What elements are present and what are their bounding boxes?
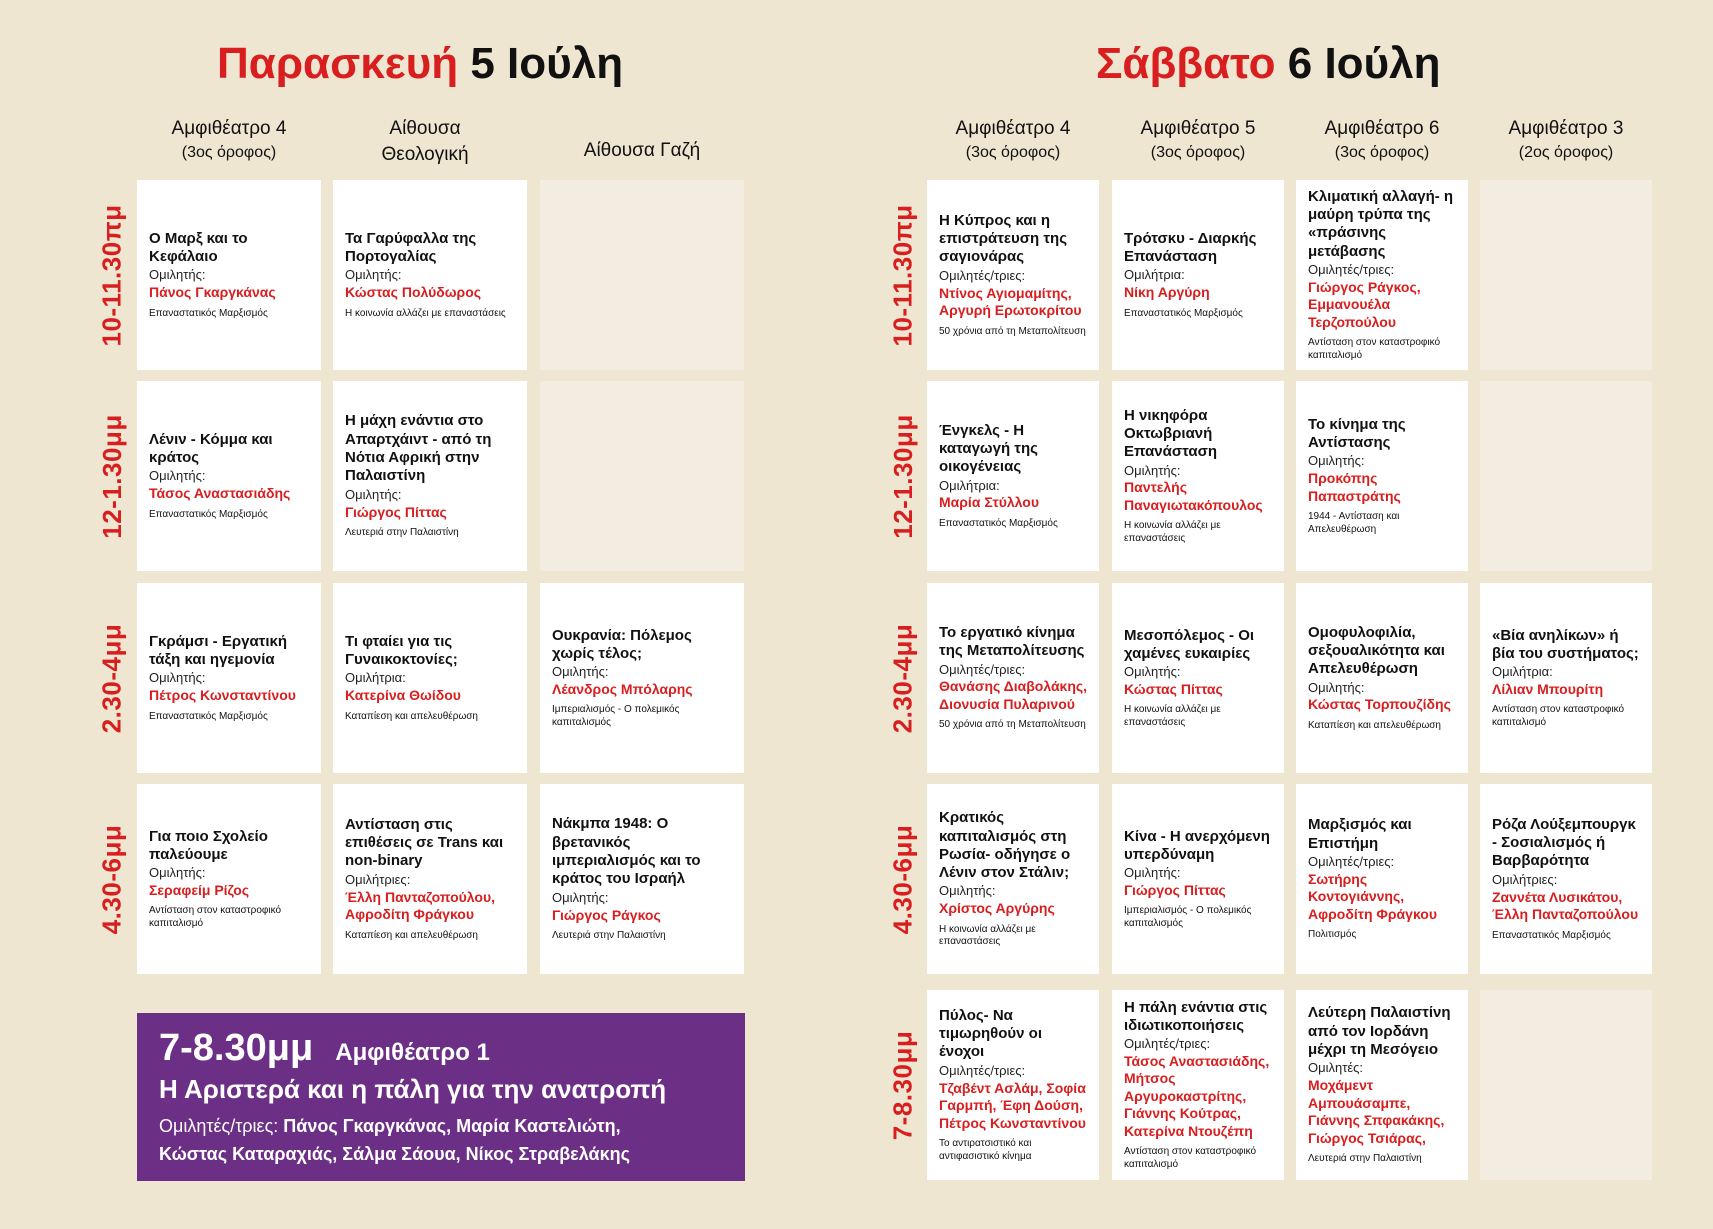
- session-title: Τι φταίει για τις Γυναικοκτονίες;: [345, 632, 458, 669]
- session-theme: Καταπίεση και απελευθέρωση: [345, 710, 478, 722]
- friday-day: Παρασκευή: [217, 39, 459, 88]
- speaker-names: Τάσος Αναστασιάδης, Μήτσος Αργυροκαστρίτης, Γιάννης Κούτρας, Κατερίνα Ντουζέπη: [1124, 1052, 1270, 1139]
- speaker-label: Ομιλητές/τριες:: [939, 1062, 1026, 1078]
- friday-slot-label: 12-1.30μμ: [96, 413, 127, 539]
- session-title: Ο Μαρξ και το Κεφάλαιο: [149, 229, 248, 266]
- session-theme: Επαναστατικός Μαρξισμός: [149, 710, 268, 722]
- session-title: Νάκμπα 1948: Ο βρετανικός ιμπεριαλισμός και το κράτος του Ισραήλ: [552, 815, 701, 888]
- session-card: [333, 784, 527, 974]
- session-title: Η Κύπρος και η επιστράτευση της σαγιονάρας: [939, 211, 1068, 266]
- session-title: Τα Γαρύφαλλα της Πορτογαλίας: [345, 229, 477, 266]
- speaker-label: Ομιλήτρια:: [1124, 267, 1185, 283]
- session-title: Πύλος- Να τιμωρηθούν οι ένοχοι: [939, 1006, 1042, 1061]
- speaker-names: Γιώργος Ράγκος: [552, 906, 661, 923]
- session-card: [333, 583, 527, 773]
- session-card: [927, 381, 1099, 571]
- session-theme: Αντίσταση στον καταστροφικό καπιταλισμό: [149, 905, 282, 929]
- speaker-label: Ομιλητής:: [1308, 453, 1365, 469]
- friday-title: [217, 39, 624, 88]
- speaker-label: Ομιλήτριες:: [1492, 871, 1558, 887]
- speaker-label: Ομιλήτρια:: [939, 477, 1000, 493]
- session-title: Αντίσταση στις επιθέσεις σε Trans και non-binary: [345, 815, 504, 870]
- session-card: [1480, 583, 1652, 773]
- session-card: [333, 180, 527, 370]
- speaker-names: Λίλιαν Μπουρίτη: [1492, 680, 1604, 697]
- speaker-names: Χρίστος Αργύρης: [939, 900, 1055, 917]
- speaker-label: Ομιλητής:: [939, 883, 996, 899]
- session-card: [1296, 381, 1468, 571]
- saturday-title: [1096, 39, 1441, 88]
- empty-slot: [1480, 381, 1652, 571]
- session-title: Η μάχη ενάντια στο Απαρτχάιντ - από τη Νότια Αφρική στην Παλαιστίνη: [345, 412, 492, 485]
- session-theme: Ιμπεριαλισμός - Ο πολεμικός καπιταλισμός: [552, 704, 680, 728]
- speaker-names: Ζαννέτα Λυσικάτου, Έλλη Πανταζοπούλου: [1492, 888, 1639, 923]
- session-theme: Λευτεριά στην Παλαιστίνη: [1308, 1153, 1422, 1165]
- session-theme: Η κοινωνία αλλάζει με επαναστάσεις: [1124, 520, 1221, 544]
- speaker-names: Γιώργος Πίττας: [345, 503, 447, 520]
- session-title: Τρότσκυ - Διαρκής Επανάσταση: [1124, 229, 1257, 266]
- plenary-title: Η Αριστερά και η πάλη για την ανατροπή: [159, 1074, 667, 1104]
- hall-name: Αμφιθέατρο 5: [1140, 118, 1256, 139]
- saturday-hall-header: [927, 116, 1099, 163]
- hall-floor: (3ος όροφος): [1150, 143, 1246, 161]
- speaker-label: Ομιλήτριες:: [345, 871, 411, 887]
- speaker-label: Ομιλητής:: [149, 267, 206, 283]
- hall-floor: (3ος όροφος): [965, 143, 1061, 161]
- speaker-names: Σωτήρης Κοντογιάννης, Αφροδίτη Φράγκου: [1308, 870, 1437, 922]
- saturday-date: 6 Ιούλη: [1287, 39, 1441, 88]
- empty-slot: [1480, 990, 1652, 1180]
- hall-floor: (2ος όροφος): [1518, 143, 1614, 161]
- saturday-hall-header: [1480, 116, 1652, 163]
- session-theme: Το αντιρατσιστικό και αντιφασιστικό κίνημα: [939, 1138, 1032, 1162]
- speaker-names: Προκόπης Παπαστράτης: [1308, 470, 1401, 504]
- session-theme: Λευτεριά στην Παλαιστίνη: [345, 527, 459, 539]
- friday-date: 5 Ιούλη: [470, 39, 624, 88]
- session-card: [137, 381, 321, 571]
- hall-floor: (3ος όροφος): [1334, 143, 1430, 161]
- session-card: [927, 180, 1099, 370]
- session-theme: 50 χρόνια από τη Μεταπολίτευση: [939, 719, 1086, 731]
- speaker-label: Ομιλητές/τριες:: [1308, 853, 1395, 869]
- session-title: Μεσοπόλεμος - Οι χαμένες ευκαιρίες: [1124, 626, 1255, 662]
- speaker-names: Τζαβέντ Ασλάμ, Σοφία Γαρμπή, Έφη Δούση, Πέτρος Κωνσταντίνου: [939, 1079, 1086, 1131]
- session-title: Η πάλη ενάντια στις ιδιωτικοποιήσεις: [1124, 998, 1268, 1034]
- session-card: [1296, 180, 1468, 370]
- speaker-label: Ομιλητής:: [1124, 865, 1181, 881]
- friday-hall-header: [137, 116, 321, 163]
- session-title: Ουκρανία: Πόλεμος χωρίς τέλος;: [552, 626, 692, 662]
- session-theme: Επαναστατικός Μαρξισμός: [149, 508, 268, 520]
- session-theme: Ιμπεριαλισμός - Ο πολεμικός καπιταλισμός: [1124, 905, 1252, 929]
- speaker-names: Λέανδρος Μπόλαρης: [552, 680, 693, 697]
- plenary-speaker-names-2: Κώστας Καταραχιάς, Σάλμα Σάουα, Νίκος Στραβελάκης: [159, 1143, 630, 1164]
- speaker-names: Κώστας Πολύδωρος: [345, 284, 482, 301]
- session-title: Ομοφυλοφιλία, σεξουαλικότητα και Απελευθέρωση: [1308, 623, 1445, 678]
- plenary-speaker-names-1: Πάνος Γκαργκάνας, Μαρία Καστελιώτη,: [283, 1116, 621, 1136]
- session-title: «Βία ανηλίκων» ή βία του συστήματος;: [1492, 626, 1639, 662]
- session-card: [1296, 583, 1468, 773]
- speaker-names: Κατερίνα Θωίδου: [345, 687, 461, 704]
- session-theme: Λευτεριά στην Παλαιστίνη: [552, 930, 666, 942]
- session-title: Μαρξισμός και Επιστήμη: [1308, 816, 1412, 852]
- session-title: Κίνα - Η ανερχόμενη υπερδύναμη: [1124, 827, 1270, 863]
- session-card: [137, 180, 321, 370]
- speaker-label: Ομιλητής:: [1124, 664, 1181, 680]
- plenary-speakers: [159, 1113, 723, 1169]
- speaker-names: Κώστας Τορπουζίδης: [1308, 696, 1451, 713]
- speaker-label: Ομιλητής:: [149, 865, 206, 881]
- speaker-label: Ομιλήτρια:: [1492, 664, 1553, 680]
- speaker-label: Ομιλητής:: [345, 486, 402, 502]
- friday-slot-label: 10-11.30πμ: [96, 203, 127, 347]
- speaker-label: Ομιλητής:: [345, 267, 402, 283]
- speaker-names: Κώστας Πίττας: [1124, 680, 1223, 697]
- saturday-slot-label: 7-8.30μμ: [887, 1030, 918, 1140]
- saturday-day: Σάββατο: [1096, 39, 1276, 88]
- speaker-names: Πάνος Γκαργκάνας: [149, 284, 276, 301]
- plenary-room: Αμφιθέατρο 1: [335, 1039, 490, 1066]
- session-card: [927, 784, 1099, 974]
- speaker-label: Ομιλητής:: [552, 889, 609, 905]
- session-theme: Η κοινωνία αλλάζει με επαναστάσεις: [1124, 704, 1221, 728]
- speaker-names: Γιώργος Πίττας: [1124, 881, 1226, 898]
- friday-hall-header: [333, 116, 517, 167]
- session-card: [1480, 784, 1652, 974]
- hall-name: Αίθουσα Θεολογική: [381, 118, 469, 165]
- empty-slot: [1480, 180, 1652, 370]
- saturday-slot-label: 12-1.30μμ: [887, 413, 918, 539]
- saturday-hall-header: [1296, 116, 1468, 163]
- speaker-label: Ομιλητής:: [149, 670, 206, 686]
- session-theme: Η κοινωνία αλλάζει με επαναστάσεις: [345, 307, 506, 319]
- speaker-names: Γιώργος Ράγκος, Εμμανουέλα Τερζοπούλου: [1308, 278, 1421, 330]
- speaker-label: Ομιλητής:: [552, 664, 609, 680]
- hall-name: Αίθουσα Γαζή: [583, 140, 701, 161]
- session-card: [1112, 381, 1284, 571]
- session-theme: Επαναστατικός Μαρξισμός: [1492, 929, 1611, 941]
- session-card: [540, 583, 744, 773]
- speaker-names: Θανάσης Διαβολάκης, Διονυσία Πυλαρινού: [939, 678, 1088, 712]
- empty-slot: [540, 381, 744, 571]
- session-title: Κλιματική αλλαγή- η μαύρη τρύπα της «πράσινης μετάβασης: [1308, 187, 1454, 260]
- speaker-label: Ομιλητές/τριες:: [939, 267, 1026, 283]
- session-card: [1112, 583, 1284, 773]
- speaker-names: Πέτρος Κωνσταντίνου: [149, 687, 296, 704]
- speaker-names: Μοχάμεντ Αμπουάσαμπε, Γιάννης Σπφακάκης, Γιώργος Τσιάρας,: [1308, 1077, 1445, 1146]
- session-theme: Η κοινωνία αλλάζει με επαναστάσεις: [939, 923, 1036, 948]
- session-theme: Επαναστατικός Μαρξισμός: [939, 517, 1058, 529]
- session-theme: Καταπίεση και απελευθέρωση: [1308, 719, 1441, 731]
- session-theme: 50 χρόνια από τη Μεταπολίτευση: [939, 325, 1086, 337]
- speaker-label: Ομιλητές:: [1308, 1060, 1364, 1076]
- speaker-label: Ομιλητής:: [1124, 462, 1181, 478]
- friday-hall-header: [540, 138, 744, 164]
- plenary-time: 7-8.30μμ: [159, 1027, 314, 1069]
- saturday-hall-header: [1112, 116, 1284, 163]
- session-card: [1112, 180, 1284, 370]
- saturday-slot-label: 4.30-6μμ: [887, 824, 918, 934]
- session-theme: Επαναστατικός Μαρξισμός: [1124, 307, 1243, 319]
- speaker-names: Μαρία Στύλλου: [939, 494, 1039, 511]
- session-theme: Καταπίεση και απελευθέρωση: [345, 929, 478, 941]
- session-theme: Επαναστατικός Μαρξισμός: [149, 307, 268, 319]
- hall-name: Αμφιθέατρο 4: [171, 118, 287, 139]
- speaker-names: Ντίνος Αγιομαμίτης, Αργυρή Ερωτοκρίτου: [939, 284, 1082, 319]
- speaker-label: Ομιλητής:: [149, 468, 206, 484]
- session-title: Λεύτερη Παλαιστίνη από τον Ιορδάνη μέχρι τη Μεσόγειο: [1308, 1004, 1451, 1058]
- session-title: Το εργατικό κίνημα της Μεταπολίτευσης: [939, 624, 1085, 660]
- session-card: [1296, 784, 1468, 974]
- saturday-slot-label: 10-11.30πμ: [887, 203, 918, 347]
- session-theme: Πολιτισμός: [1308, 929, 1357, 941]
- hall-floor: (3ος όροφος): [181, 143, 277, 161]
- session-theme: Αντίσταση στον καταστροφικό καπιταλισμό: [1308, 337, 1441, 361]
- session-theme: Αντίσταση στον καταστροφικό καπιταλισμό: [1492, 704, 1625, 728]
- speaker-names: Τάσος Αναστασιάδης: [149, 485, 291, 502]
- session-title: Γκράμσι - Εργατική τάξη και ηγεμονία: [149, 632, 288, 669]
- plenary-speaker-label: Ομιλητές/τριες:: [159, 1116, 279, 1136]
- session-card: [1112, 784, 1284, 974]
- speaker-label: Ομιλητές/τριες:: [1124, 1036, 1211, 1052]
- session-title: Ρόζα Λούξεμπουργκ - Σοσιαλισμός ή Βαρβαρότητα: [1492, 815, 1636, 870]
- session-card: [137, 784, 321, 974]
- session-card: [927, 990, 1099, 1180]
- hall-name: Αμφιθέατρο 6: [1324, 118, 1440, 139]
- saturday-slot-label: 2.30-4μμ: [887, 623, 918, 733]
- friday-slot-label: 2.30-4μμ: [96, 623, 127, 733]
- plenary-banner: [137, 1013, 745, 1181]
- friday-slot-label: 4.30-6μμ: [96, 824, 127, 934]
- session-card: [333, 381, 527, 571]
- session-title: Ένγκελς - Η καταγωγή της οικογένειας: [939, 421, 1038, 476]
- session-title: Για ποιο Σχολείο παλεύουμε: [149, 827, 268, 863]
- session-card: [1112, 990, 1284, 1180]
- speaker-label: Ομιλητής:: [1308, 679, 1365, 695]
- empty-slot: [540, 180, 744, 370]
- speaker-label: Ομιλητές/τριες:: [1308, 261, 1395, 277]
- session-theme: 1944 - Αντίσταση και Απελευθέρωση: [1308, 511, 1400, 535]
- speaker-names: Παντελής Παναγιωτακόπουλος: [1124, 479, 1263, 513]
- session-title: Λένιν - Κόμμα και κράτος: [149, 430, 273, 467]
- session-card: [1296, 990, 1468, 1180]
- session-theme: Αντίσταση στον καταστροφικό καπιταλισμό: [1124, 1146, 1257, 1170]
- session-card: [927, 583, 1099, 773]
- session-title: Το κίνημα της Αντίστασης: [1308, 415, 1406, 452]
- session-card: [137, 583, 321, 773]
- speaker-label: Ομιλήτρια:: [345, 670, 406, 686]
- speaker-names: Νίκη Αργύρη: [1124, 284, 1210, 301]
- session-card: [540, 784, 744, 974]
- speaker-names: Έλλη Πανταζοπούλου, Αφροδίτη Φράγκου: [345, 888, 495, 923]
- speaker-label: Ομιλητές/τριες:: [939, 661, 1026, 677]
- session-title: Η νικηφόρα Οκτωβριανή Επανάσταση: [1124, 406, 1218, 461]
- hall-name: Αμφιθέατρο 3: [1508, 118, 1624, 139]
- session-title: Κρατικός καπιταλισμός στη Ρωσία- οδήγησε ο Λένιν στον Στάλιν;: [939, 809, 1071, 882]
- hall-name: Αμφιθέατρο 4: [955, 118, 1071, 139]
- speaker-names: Σεραφείμ Ρίζος: [149, 881, 250, 898]
